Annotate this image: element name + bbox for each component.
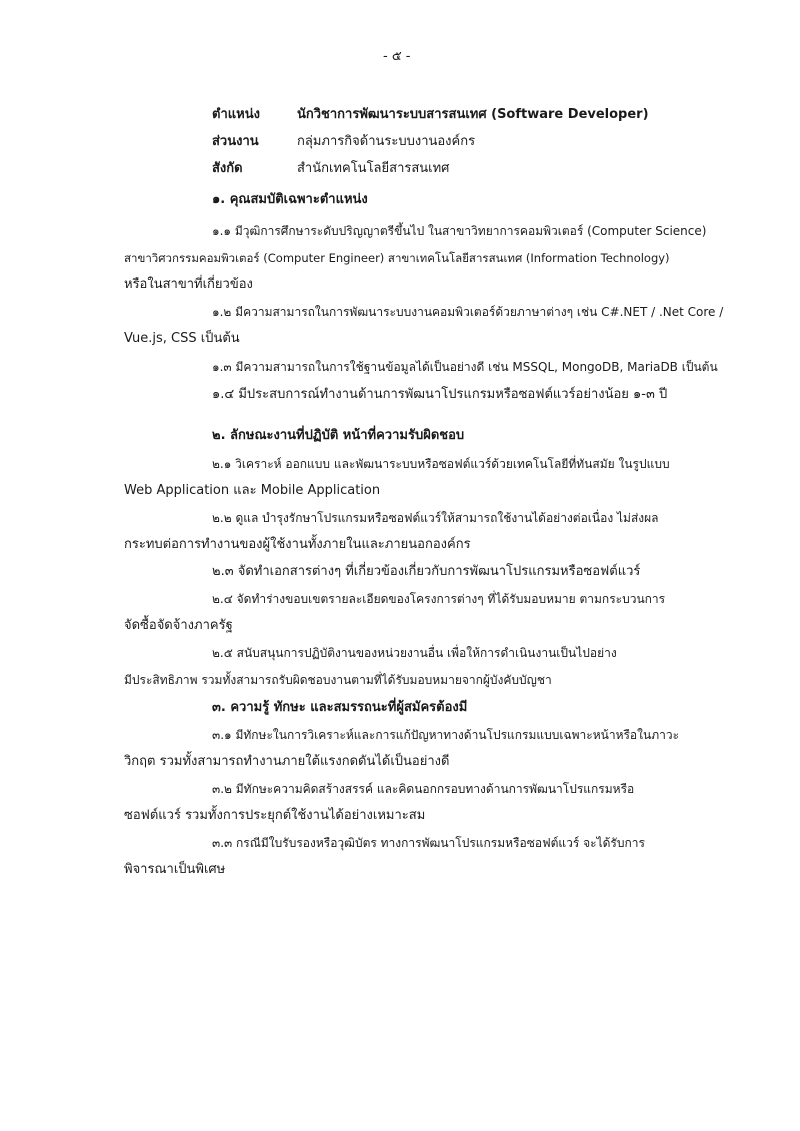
item-2-4-line1: ๒.๔ จัดทำร่างขอบเขตรายละเอียดของโครงการต่างๆ ที่ได้รับมอบหมาย ตามกระบวนการ: [212, 592, 666, 606]
item-3-3-line1: ๓.๓ กรณีมีใบรับรองหรือวุฒิบัตร ทางการพัฒนาโปรแกรมหรือซอฟต์แวร์ จะได้รับการ: [212, 836, 645, 850]
item-2-1-line2: Web Application และ Mobile Application: [124, 483, 381, 498]
unit-value: กลุ่มภารกิจด้านระบบงานองค์กร: [297, 134, 476, 149]
position-value: นักวิชาการพัฒนาระบบสารสนเทศ (Software Developer): [297, 107, 649, 122]
position-label: ตำแหน่ง: [212, 107, 260, 122]
item-3-1-line2: วิกฤต รวมทั้งสามารถทำงานภายใต้แรงกดดันได้เป็นอย่างดี: [124, 754, 450, 769]
section1-title: ๑. คุณสมบัติเฉพาะตำแหน่ง: [212, 192, 368, 207]
item-1-3: ๑.๓ มีความสามารถในการใช้ฐานข้อมูลได้เป็นอย่างดี เช่น MSSQL, MongoDB, MariaDB เป็นต้น: [212, 360, 718, 374]
item-3-2-line1: ๓.๒ มีทักษะความคิดสร้างสรรค์ และคิดนอกกรอบทางด้านการพัฒนาโปรแกรมหรือ: [212, 782, 635, 796]
item-2-2-line1: ๒.๒ ดูแล บำรุงรักษาโปรแกรมหรือซอฟต์แวร์ให้สามารถใช้งานได้อย่างต่อเนื่อง ไม่ส่งผล: [212, 511, 659, 525]
page-number: - ๕ -: [383, 49, 411, 64]
item-2-5-line2: มีประสิทธิภาพ รวมทั้งสามารถรับผิดชอบงานตามที่ได้รับมอบหมายจากผู้บังคับบัญชา: [124, 673, 552, 687]
item-1-1-line3: หรือในสาขาที่เกี่ยวข้อง: [124, 277, 253, 292]
item-1-2-line2: Vue.js, CSS เป็นต้น: [124, 331, 240, 346]
item-2-5-line1: ๒.๕ สนับสนุนการปฏิบัติงานของหน่วยงานอื่น เพื่อให้การดำเนินงานเป็นไปอย่าง: [212, 646, 617, 660]
unit-label: ส่วนงาน: [212, 134, 259, 149]
item-2-3: ๒.๓ จัดทำเอกสารต่างๆ ที่เกี่ยวข้องเกี่ยวกับการพัฒนาโปรแกรมหรือซอฟต์แวร์: [212, 564, 641, 579]
item-1-2-line1: ๑.๒ มีความสามารถในการพัฒนาระบบงานคอมพิวเตอร์ด้วยภาษาต่างๆ เช่น C#.NET / .Net Core /: [212, 305, 724, 319]
section2-title: ๒. ลักษณะงานที่ปฏิบัติ หน้าที่ความรับผิดชอบ: [212, 428, 465, 443]
affiliation-label: สังกัด: [212, 161, 243, 176]
item-3-1-line1: ๓.๑ มีทักษะในการวิเคราะห์และการแก้ปัญหาทางด้านโปรแกรมแบบเฉพาะหน้าหรือในภาวะ: [212, 728, 680, 742]
item-1-1-line2: สาขาวิศวกรรมคอมพิวเตอร์ (Computer Engineer) สาขาเทคโนโลยีสารสนเทศ (Information Technology): [124, 251, 670, 265]
item-3-2-line2: ซอฟต์แวร์ รวมทั้งการประยุกต์ใช้งานได้อย่างเหมาะสม: [124, 808, 426, 823]
item-3-3-line2: พิจารณาเป็นพิเศษ: [124, 862, 226, 877]
item-1-4: ๑.๔ มีประสบการณ์ทำงานด้านการพัฒนาโปรแกรมหรือซอฟต์แวร์อย่างน้อย ๑-๓ ปี: [212, 387, 668, 402]
item-2-1-line1: ๒.๑ วิเคราะห์ ออกแบบ และพัฒนาระบบหรือซอฟต์แวร์ด้วยเทคโนโลยีที่ทันสมัย ในรูปแบบ: [212, 457, 670, 471]
affiliation-value: สำนักเทคโนโลยีสารสนเทศ: [297, 161, 450, 176]
section3-title: ๓. ความรู้ ทักษะ และสมรรถนะที่ผู้สมัครต้องมี: [212, 700, 468, 715]
item-1-1-line1: ๑.๑ มีวุฒิการศึกษาระดับปริญญาตรีขึ้นไป ในสาขาวิทยาการคอมพิวเตอร์ (Computer Science): [212, 224, 707, 238]
item-2-4-line2: จัดซื้อจัดจ้างภาครัฐ: [124, 618, 233, 633]
item-2-2-line2: กระทบต่อการทำงานของผู้ใช้งานทั้งภายในและภายนอกองค์กร: [124, 537, 471, 552]
